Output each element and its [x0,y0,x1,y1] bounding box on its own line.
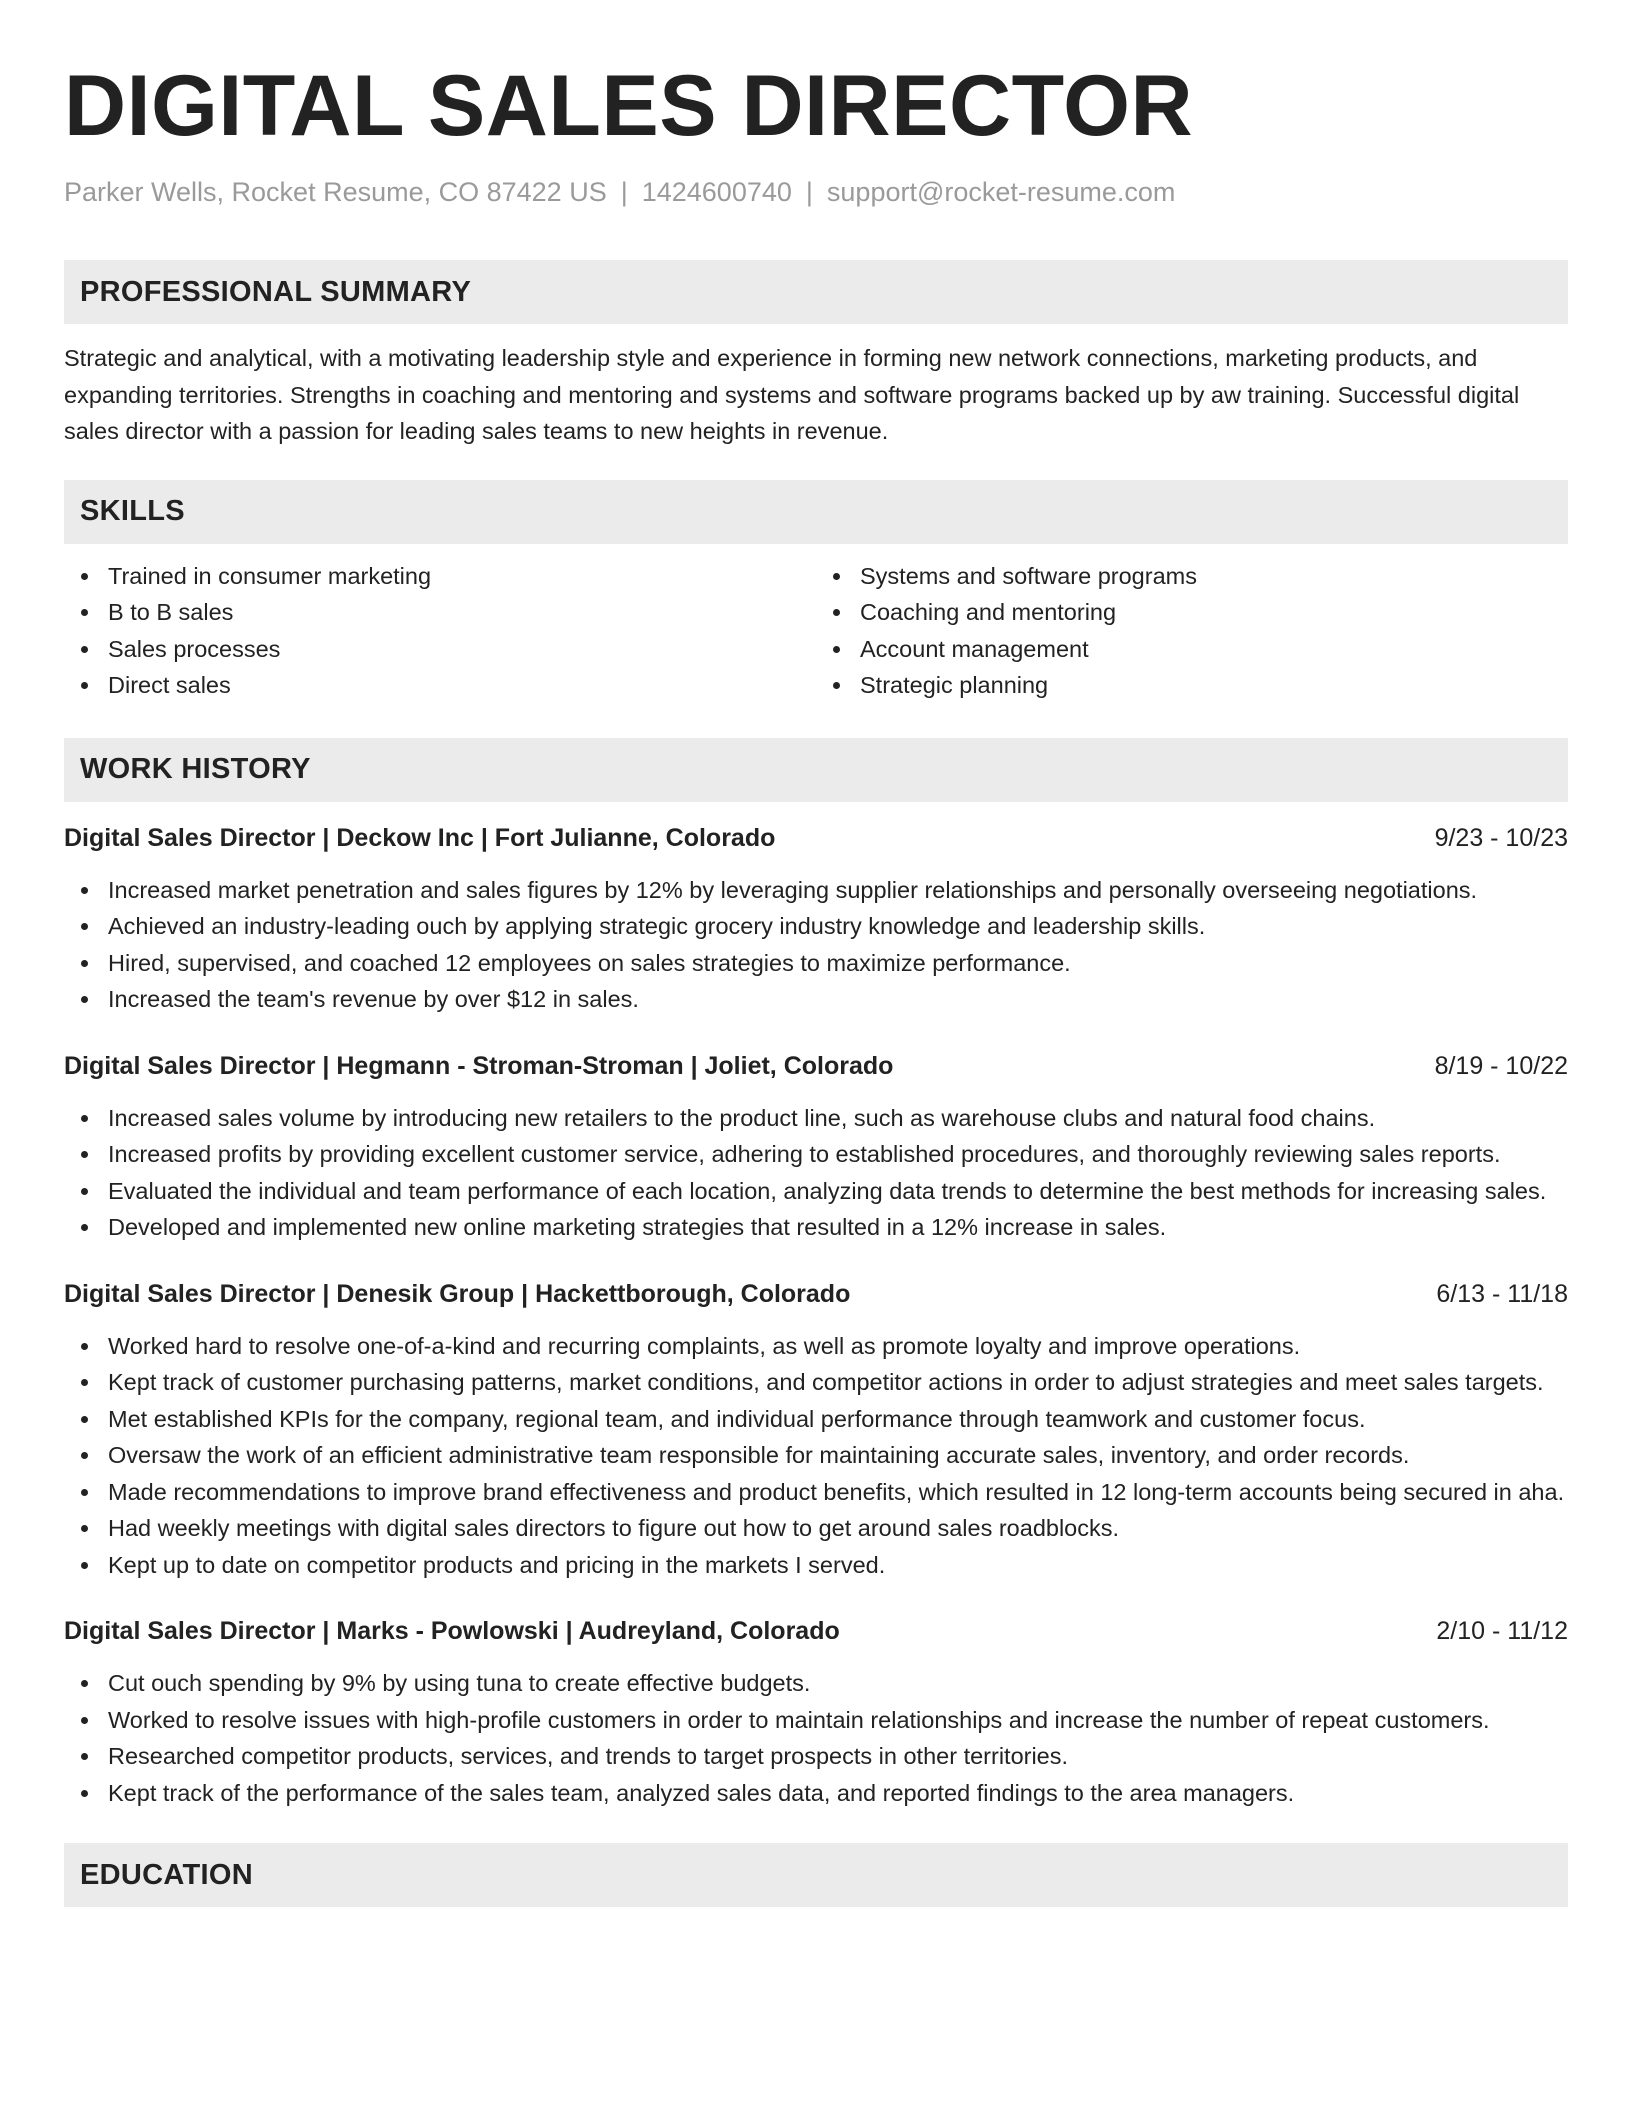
skills-column-right [816,558,1568,704]
contact-phone: 1424600740 [641,177,792,207]
summary-text: Strategic and analytical, with a motivating leadership style and experience in forming new network connections, marketing products, and expanding territories. Strengths in coaching and mentoring and systems and software programs backed up by aw training. Successful digital sales director with a passion for leading sales teams to new heights in revenue. [64,345,1520,444]
job-dates: 2/10 - 11/12 [1436,1617,1568,1645]
job-bullet: Evaluated the individual and team performance of each location, analyzing data trends to determine the best methods for increasing sales. [64,1173,1568,1210]
job-entry [64,1613,1568,1811]
skill-item: Account management [816,631,1568,668]
job-bullet: Increased sales volume by introducing new retailers to the product line, such as warehouse clubs and natural food chains. [64,1100,1568,1137]
contact-separator: | [805,177,813,207]
job-bullet: Kept track of customer purchasing patterns, market conditions, and competitor actions in order to adjust strategies and meet sales targets. [64,1364,1568,1401]
section-heading-work-history: WORK HISTORY [64,738,1568,802]
job-bullet: Worked hard to resolve one-of-a-kind and recurring complaints, as well as promote loyalty and improve operations. [64,1328,1568,1365]
job-entry [64,1048,1568,1246]
skill-item: Sales processes [64,631,816,668]
job-bullet: Increased profits by providing excellent customer service, adhering to established procedures, and thoroughly reviewing sales reports. [64,1136,1568,1173]
job-header [64,1276,1568,1312]
job-bullet: Oversaw the work of an efficient administrative team responsible for maintaining accurate sales, inventory, and order records. [64,1437,1568,1474]
job-title: Digital Sales Director | Denesik Group | Hackettborough, Colorado [64,1279,851,1308]
job-bullet: Increased market penetration and sales figures by 12% by leveraging supplier relationships and personally overseeing negotiations. [64,872,1568,909]
section-heading-skills: SKILLS [64,480,1568,544]
job-dates: 6/13 - 11/18 [1436,1279,1568,1308]
job-header [64,820,1568,856]
job-header [64,1048,1568,1084]
job-title: Digital Sales Director | Deckow Inc | Fort Julianne, Colorado [64,823,776,852]
skill-item: B to B sales [64,594,816,631]
job-bullet: Met established KPIs for the company, regional team, and individual performance through teamwork and customer focus. [64,1401,1568,1438]
contact-separator: | [620,177,628,207]
skill-item: Trained in consumer marketing [64,558,816,595]
job-bullets [64,1100,1568,1246]
contact-address: Parker Wells, Rocket Resume, CO 87422 US [64,177,607,207]
job-bullet: Cut ouch spending by 9% by using tuna to create effective budgets. [64,1665,1568,1702]
contact-email[interactable]: support@rocket-resume.com [826,177,1176,207]
skills-column-left [64,558,816,704]
job-header [64,1613,1568,1649]
job-bullet: Had weekly meetings with digital sales directors to figure out how to get around sales roadblocks. [64,1510,1568,1547]
job-bullet: Hired, supervised, and coached 12 employees on sales strategies to maximize performance. [64,945,1568,982]
skill-item: Coaching and mentoring [816,594,1568,631]
job-title: Digital Sales Director | Marks - Powlowski | Audreyland, Colorado [64,1617,840,1645]
job-bullet: Increased the team's revenue by over $12 in sales. [64,981,1568,1018]
skill-item: Systems and software programs [816,558,1568,595]
page-title: DIGITAL SALES DIRECTOR [64,58,1194,154]
job-bullet: Achieved an industry-leading ouch by applying strategic grocery industry knowledge and leadership skills. [64,908,1568,945]
job-dates: 9/23 - 10/23 [1434,823,1568,852]
skills-list [64,558,1568,704]
section-heading-summary: PROFESSIONAL SUMMARY [64,260,1568,324]
job-bullet: Developed and implemented new online marketing strategies that resulted in a 12% increase in sales. [64,1209,1568,1246]
contact-line [64,174,1568,210]
job-dates: 8/19 - 10/22 [1434,1051,1568,1080]
job-entry [64,1276,1568,1584]
job-bullet: Made recommendations to improve brand effectiveness and product benefits, which resulted in 12 long-term accounts being secured in aha. [64,1474,1568,1511]
job-bullet: Worked to resolve issues with high-profile customers in order to maintain relationships and increase the number of repeat customers. [64,1702,1568,1739]
job-title: Digital Sales Director | Hegmann - Stroman-Stroman | Joliet, Colorado [64,1051,894,1080]
job-bullets [64,872,1568,1018]
skill-item: Strategic planning [816,667,1568,704]
job-bullets [64,1665,1568,1811]
section-heading-education: EDUCATION [64,1843,1568,1907]
job-bullets [64,1328,1568,1584]
job-bullet: Researched competitor products, services, and trends to target prospects in other territories. [64,1738,1568,1775]
job-bullet: Kept up to date on competitor products and pricing in the markets I served. [64,1547,1568,1584]
skill-item: Direct sales [64,667,816,704]
job-entry [64,820,1568,1018]
job-bullet: Kept track of the performance of the sales team, analyzed sales data, and reported findings to the area managers. [64,1775,1568,1812]
